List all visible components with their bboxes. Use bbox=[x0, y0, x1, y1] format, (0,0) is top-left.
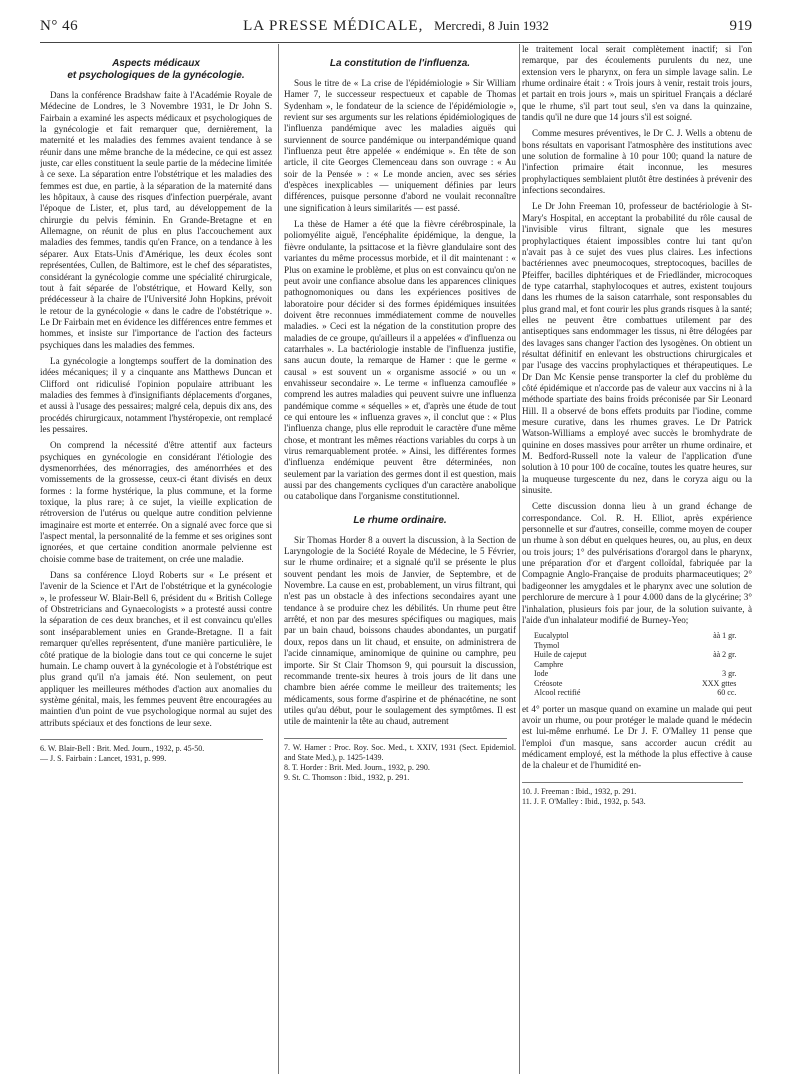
ingredient: Huile de cajeput bbox=[534, 650, 587, 660]
issue-number: N° 46 bbox=[40, 18, 79, 34]
paragraph: Dans la conférence Bradshaw faite à l'Académie Royale de Médecine de Londres, le 3 Novembre 1931, le Dr John S. Fairbain a examiné les aspects médicaux et psychologiques de la gynécologie et fait remarquer que, dernièrement, la maternité et les maladies des femmes avaient tendance à se réunir dans une même branche de la médecine, ce qui est assez juste, car elles constituent la seule partie de la médecine limitée à ce sexe. La séparation entre l'obstétrique et les maladies des femmes est due, en partie, à la séparation de la maternité dans les hôpitaux, à cause des risques d'infection puerpérale, avant l'époque de Lister, et, plus tard, au développement de la chirurgie du pelvis féminin. En Grande-Bretagne et en Allemagne, on réunit de plus en plus l'accouchement aux maladies des femmes, tandis qu'en France, on a tendance à les séparer. Aux Etats-Unis d'Amérique, les deux écoles sont représentées, Cullen, de Baltimore, est le chef des séparatistes, considérant la gynécologie comme une spécialité chirurgicale, tout à fait séparée de l'obstétrique, et Howard Kelly, son prédécesseur à la chaire de l'Université John Hopkins, prévoit le retour de la gynécologie « dans le cadre de l'obstétrique ». Le Dr Fairbain met en évidence les différences entre femmes et hommes, et insiste sur l'importance de l'action des facteurs psychiques dans les maladies des femmes. bbox=[40, 90, 272, 350]
column-3 bbox=[522, 44, 752, 1054]
ingredient: Thymol bbox=[534, 640, 560, 650]
prescription-row bbox=[534, 679, 736, 689]
paragraph: Comme mesures préventives, le Dr C. J. Wells a obtenu de bons résultats en vaporisant l'atmosphère des institutions avec une solution de formaline à 10 pour 100; quand la nature de l'infection primaire était inconnue, les mesures prophylactiques semblaient plutôt être destinées à prévenir des infections secondaires. bbox=[522, 128, 752, 196]
paragraph: Sous le titre de « La crise de l'épidémiologie » Sir William Hamer 7, le successeur respectueux et capable de Thomas Sydenham », le fondateur de la science de l'épidémiologie », revient sur ses arguments sur les relations épidémiologiques de l'influenza pandémique avec les maladies aiguës qui surviennent de source pandémique ou interpandémique quand l'influenza peut être appelée « endémique ». En tête de son article, il cite Georges Clemenceau dans son ouvrage : « Au soir de la Pensée » : « Le monde ancien, avec ses séries d'espèces inexplicables — uniquement définies par leurs différences, puisque personne d'abord ne voulait reconnaître une signification à leurs similarités — est passé. bbox=[284, 78, 516, 213]
footnote: 7. W. Hamer : Proc. Roy. Soc. Med., t. XXIV, 1931 (Sect. Epidemiol. and State Med.), p. 1425-1439. bbox=[284, 742, 516, 762]
article-title: Le rhume ordinaire. bbox=[353, 514, 447, 526]
prescription-row bbox=[534, 660, 736, 670]
paragraph: La thèse de Hamer a été que la fièvre cérébrospinale, la poliomyélite aiguë, l'encéphalite épidémique, la dengue, la fièvre ondulante, la psittacose et la fièvre glandulaire sont des variantes du même processus morbide, et il dit maintenant : « Plus on examine le problème, et plus on est convaincu qu'on ne peut avoir une confiance absolue dans les apparences cliniques pathognomoniques ou dans les expériences positives de laboratoire pour décider si des formes épidémiques insuitées doivent être reconnues immédiatement comme de nouvelles maladies. » Ceci est la négation de la constitution propre des maladies de ce groupe, qu'ailleurs il a appelées « d'influenza ou catarrhales ». La bactériologie instable de l'influenza justifie, sans aucun doute, la remarque de Hamer : que le germe « causal » est souvent un « organisme associé » ou un « envahisseur secondaire ». Le terme « influenza camouflée » comprend les autres maladies qui peuvent suivre une influenza pandémique comme « séquelles » et, d'après une étude de tout ce qui entoure les « influenza graves », il conclut que : « Plus l'influenza change, plus elle reproduit le caractère d'une même chose, et montrant les mêmes réactions variables du corps à un virus remarquablement protée. » Ainsi, les différentes formes d'influenza endémique peuvent être déterminées, non seulement par la variation des germes dont il est question, mais aussi par des changements cycliques d'un caractère anabolique ou catabolique dans l'organisme constitutionnel. bbox=[284, 219, 516, 502]
paragraph: La gynécologie a longtemps souffert de la domination des idées mécaniques; il y a cinquante ans Matthews Duncan et Clifford ont ridiculisé l'opinion populaire attribuant les maladies des femmes à d'insignifiants déplacements d'organes, et aussi à l'usage des pessaires; malgré cela, depuis dix ans, des procédés chirurgicaux, notamment l'hystéropexie, ont remplacé les pessaires. bbox=[40, 355, 272, 434]
quantity: 60 cc. bbox=[717, 688, 737, 698]
paragraph: le traitement local serait complètement inactif; si l'on remarque, par des écoulements purulents du nez, une extension vers le pharynx, on fera un simple lavage salin. Le rhume ordinaire était : « Trois jours à venir, restait trois jours, et partait en trois jours », mais un spirituel Français a déclaré que le rhume, s'il part tout seul, s'en va dans la quinzaine, tandis qu'il ne dure que 14 jours s'il est soigné. bbox=[522, 44, 752, 123]
ingredient: Alcool rectifié bbox=[534, 688, 581, 698]
paragraph: Sir Thomas Horder 8 a ouvert la discussion, à la Section de Laryngologie de la Société Royale de Médecine, le 5 Février, sur le rhume ordinaire; et a signalé qu'il se présente le plus souvent pendant les mois de Janvier, de Septembre, et de Novembre. La cause en est, probablement, un virus filtrant, qui n'est pas un obstacle à des infections secondaires ayant une tendance à se produire chez les débilités. Un rhume peut être arrêté, et non par des mesures spécifiques ou magiques, mais par un bain chaud, boissons chaudes abondantes, un purgatif doux, repos dans un lit chaud, et ensuite, on administrera de l'acide cinnamique, aminomique de quinine ou camphre, peu importe. Sir St Clair Thomson 9, qui poursuit la discussion, recommande trente-six heures à trois jours de lit dans une chambre bien aérée comme le meilleur des traitements; les médicaments, sous forme d'aspirine et de phénacétine, ne sont utiles qu'au début, pour le soulagement des symptômes. Il est utile de maintenir la tête au chaud, autrement bbox=[284, 534, 516, 727]
paragraph: On comprend la nécessité d'être attentif aux facteurs psychiques en gynécologie en considérant l'étiologie des dysmenorrhées, des ménorragies, des aménorrhées et des vomissements de la grossesse, ceux-ci étant divisés en deux formes : la forme hystérique, la plus commune, et la forme toxique, la plus rare; à ce sujet, la vieille explication de rétroversion de l'utérus ou quelque autre condition pelvienne imaginaire est morte et enterrée. On a signalé avec force que si l'aspect mental, la personnalité de la femme et ses origines sont ignorées, et que certaine condition anormale pelvienne est choisie comme base de traitement, on crée une maladie. bbox=[40, 440, 272, 564]
issue-date: Mercredi, 8 Juin 1932 bbox=[434, 18, 549, 33]
column-divider bbox=[519, 44, 520, 1074]
column-divider bbox=[278, 44, 279, 1074]
prescription-row bbox=[534, 688, 736, 698]
footnote: 9. St. C. Thomson : Ibid., 1932, p. 291. bbox=[284, 772, 410, 782]
paragraph: Cette discussion donna lieu à un grand échange de correspondance. Col. R. H. Elliot, après expérience personnelle et sur d'autres, conseille, comme moyen de couper un rhume à son début en quelques heures, ou, au plus, en deux ou trois jours; 1° des pulvérisations d'orargol dans le pharynx, une préparation d'or et d'argent colloïdal, fabriquée par la Compagnie Anglo-Française de produits pharmaceutiques; 2° badigeonner les amygdales et le pharynx avec une solution de perchlorure de mercure à 1 pour 4.000 dans de la glycérine; 3° l'inhalation, plusieurs fois par jour, de la solution suivante, à l'aide d'un inhalateur modifié de Burney-Yeo; bbox=[522, 501, 752, 625]
quantity: àà 1 gr. bbox=[713, 631, 737, 641]
quantity: àà 2 gr. bbox=[713, 650, 737, 660]
prescription-row bbox=[534, 631, 736, 641]
paragraph: et 4° porter un masque quand on examine un malade qui peut avoir un rhume, ou pour protéger le malade quand le médecin est lui-même enrhumé. Le Dr J. F. O'Malley 11 pense que l'emploi d'un masque, sans accorder aucun crédit au médicament employé, est la méthode la plus effective à cause de la chaleur et de l'humidité en- bbox=[522, 703, 752, 771]
journal-title-line bbox=[40, 18, 752, 35]
paragraph: Le Dr John Freeman 10, professeur de bactériologie à St-Mary's Hospital, en acceptant la probabilité du rôle causal de l'invisible virus filtrant, signale que les mesures prophylactiques étaient impossibles contre lui tant qu'on n'avait pas à ce sujet des vues plus claires. Les infections bactériennes avec pneumocoques, streptocoques, bacilles de Pfeiffer, bacilles diphtériques et de Friedländer, microcoques de type catarrhal, staphylocoques et autres, existent toujours dans les rhumes de la saison catarrhale, sont responsables du plus grand mal, et font courir les plus grands risques à la santé; elles ne peuvent être combattues utilement par des antiseptiques sans endommager les tissus, ni être délogées par des lavages sans changer l'action des lysogènes. On obtient un résultat définitif en enlevant les obstructions chirurgicales et par l'usage des vaccins prophylactiques et thérapeutiques. Le Dr Dan Mc Kensie pense transporter la clef du problème du côté épidémique et n'accorde pas de valeur aux vaccins ni à la méthode spartiate des bains froids préconisée par Sir Leonard Hill. Il a observé de bons effets produits par l'iodine, comme mesure curative, dans les rhumes graves. Le Dr Patrick Watson-Williams a employé avec succès le bromhydrate de quinine en doses massives pour arrêter un rhume ordinaire, et M. Bedford-Russell note la valeur de l'application d'une solution à 10 pour 100 de cocaïne, toutes les quatre heures, sur la muqueuse turgescente du nez, dans le coryza aigu ou la sinusite. bbox=[522, 201, 752, 496]
journal-name: LA PRESSE MÉDICALE, bbox=[243, 18, 424, 34]
prescription-row bbox=[534, 669, 736, 679]
footnote: 6. W. Blair-Bell : Brit. Med. Journ., 1932, p. 45-50. bbox=[40, 743, 205, 753]
ingredient: Créosote bbox=[534, 678, 563, 688]
footnote: 10. J. Freeman : Ibid., 1932, p. 291. bbox=[522, 786, 637, 796]
ingredient: Eucalyptol bbox=[534, 631, 569, 641]
prescription-row bbox=[534, 641, 736, 651]
column-1 bbox=[40, 56, 272, 1066]
prescription-table bbox=[534, 631, 736, 698]
footnote-divider bbox=[522, 782, 743, 783]
footnote-divider bbox=[284, 738, 507, 739]
article-title-line: Aspects médicaux bbox=[112, 58, 200, 69]
column-2 bbox=[284, 56, 516, 1066]
quantity: 3 gr. bbox=[722, 669, 737, 679]
page-header bbox=[40, 18, 752, 43]
article-title bbox=[40, 58, 272, 82]
ingredient: Camphre bbox=[534, 659, 564, 669]
paragraph: Dans sa conférence Lloyd Roberts sur « Le présent et l'avenir de la Science et l'Art de l'obstétrique et la gynécologie », le professeur W. Blair-Bell 6, président du « British College of Obstretricians and Gynaecologists » a protesté aussi contre la séparation de ces deux branches, et il est convaincu qu'elles sont inséparablement unies en Grande-Bretagne. Il a fait remarquer qu'elles représentent, d'une manière particulière, le côté pratique de la biologie dans tout ce qui concerne le sujet humain. Le champ ouvert à la gynécologie et à l'obstétrique est plus grand qu'il n'a jamais été. Non seulement, on peut appliquer les meilleures méthodes d'action aux anomalies du système génital, mais, les femmes peuvent être encouragées au maintien d'un point de vue psychologique normal au sujet des attributs spéciaux et des fonctions de leur sexe. bbox=[40, 570, 272, 728]
footnote: 11. J. F. O'Malley : Ibid., 1932, p. 543. bbox=[522, 796, 646, 806]
ingredient: Iode bbox=[534, 669, 549, 679]
article-title-line: et psychologiques de la gynécologie. bbox=[67, 70, 245, 81]
article-title: La constitution de l'influenza. bbox=[329, 58, 471, 69]
quantity bbox=[694, 660, 736, 670]
footnote-divider bbox=[40, 739, 263, 740]
quantity: XXX gttes bbox=[701, 678, 737, 688]
footnote: — J. S. Fairbain : Lancet, 1931, p. 999. bbox=[40, 753, 167, 763]
quantity bbox=[694, 641, 736, 651]
prescription-row bbox=[534, 650, 736, 660]
footnote: 8. T. Horder : Brit. Med. Journ., 1932, p. 290. bbox=[284, 762, 430, 772]
page-number: 919 bbox=[729, 18, 752, 34]
